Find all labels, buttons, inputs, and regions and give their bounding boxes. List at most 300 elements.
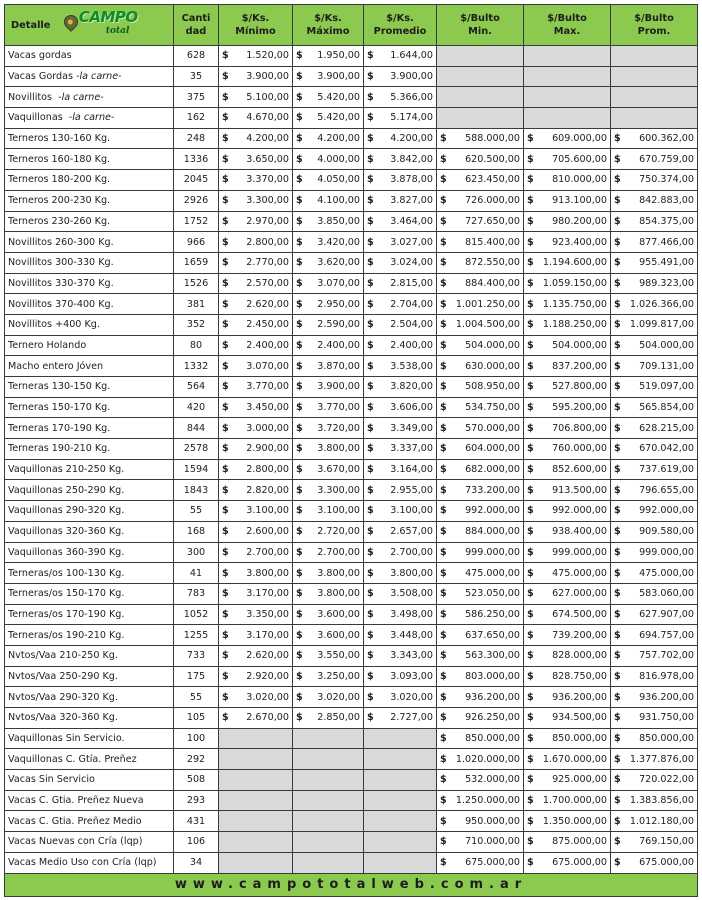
- empty-cell: [293, 832, 364, 853]
- price-head-min: [437, 749, 524, 770]
- currency-symbol: $: [367, 526, 374, 538]
- price-head-avg: [611, 480, 698, 501]
- currency-symbol: $: [367, 505, 374, 517]
- currency-symbol: $: [296, 71, 303, 83]
- price-value: 1.383.856,00: [629, 795, 694, 807]
- currency-symbol: $: [222, 257, 229, 269]
- currency-symbol: $: [440, 464, 447, 476]
- empty-cell: [437, 108, 524, 129]
- price-head-avg: [611, 211, 698, 232]
- price-value: 3.027,00: [390, 236, 433, 248]
- table-row: [5, 770, 698, 791]
- currency-symbol: $: [527, 650, 534, 662]
- currency-symbol: $: [367, 567, 374, 579]
- currency-symbol: $: [614, 650, 621, 662]
- currency-symbol: $: [614, 339, 621, 351]
- currency-symbol: $: [367, 588, 374, 600]
- price-value: 3.606,00: [390, 402, 433, 414]
- price-head-min: [437, 542, 524, 563]
- currency-symbol: $: [222, 422, 229, 434]
- price-value: 706.800,00: [552, 422, 607, 434]
- currency-symbol: $: [367, 650, 374, 662]
- header-text-line: Máximo: [306, 26, 350, 37]
- table-row: [5, 666, 698, 687]
- price-value: 803.000,00: [465, 670, 520, 682]
- price-value: 913.100,00: [552, 195, 607, 207]
- price-kg-avg: [364, 356, 437, 377]
- table-row: [5, 811, 698, 832]
- empty-cell: [437, 46, 524, 67]
- price-head-avg: [611, 542, 698, 563]
- price-kg-avg: [364, 687, 437, 708]
- price-value: 2.620,00: [246, 298, 289, 310]
- price-head-avg: [611, 294, 698, 315]
- price-value: 508.950,00: [465, 381, 520, 393]
- empty-cell: [524, 66, 611, 87]
- currency-symbol: $: [527, 277, 534, 289]
- price-value: 682.000,00: [465, 464, 520, 476]
- price-kg-min: [219, 211, 293, 232]
- price-kg-min: [219, 501, 293, 522]
- table-row: [5, 852, 698, 873]
- quantity: 420: [174, 397, 219, 418]
- category-label: Vacas Medio Uso con Cría (lqp): [8, 857, 157, 869]
- quantity: 628: [174, 46, 219, 67]
- quantity: 35: [174, 66, 219, 87]
- price-kg-max: [293, 232, 364, 253]
- price-head-min: [437, 708, 524, 729]
- price-value: 627.000,00: [552, 588, 607, 600]
- header-text-line: Max.: [553, 26, 581, 37]
- price-head-max: [524, 501, 611, 522]
- price-head-max: [524, 604, 611, 625]
- category-label: Novillitos +400 Kg.: [8, 319, 100, 331]
- currency-symbol: $: [440, 339, 447, 351]
- price-head-max: [524, 335, 611, 356]
- currency-symbol: $: [527, 774, 534, 786]
- category-label: Vacas Gordas: [8, 71, 76, 83]
- price-head-avg: [611, 832, 698, 853]
- price-value: 938.400,00: [552, 526, 607, 538]
- price-kg-avg: [364, 542, 437, 563]
- currency-symbol: $: [367, 360, 374, 372]
- price-value: 3.550,00: [317, 650, 360, 662]
- currency-symbol: $: [296, 91, 303, 103]
- price-head-max: [524, 170, 611, 191]
- currency-symbol: $: [614, 691, 621, 703]
- price-kg-max: [293, 563, 364, 584]
- price-value: 565.854,00: [639, 402, 694, 414]
- price-head-max: [524, 273, 611, 294]
- price-head-avg: [611, 645, 698, 666]
- header-detalle: [5, 5, 174, 46]
- empty-cell: [219, 770, 293, 791]
- price-value: 628.215,00: [639, 422, 694, 434]
- price-head-avg: [611, 666, 698, 687]
- price-value: 2.600,00: [246, 526, 289, 538]
- empty-cell: [364, 852, 437, 873]
- price-kg-max: [293, 128, 364, 149]
- category-label: Ternero Holando: [8, 339, 87, 351]
- currency-symbol: $: [614, 857, 621, 869]
- currency-symbol: $: [367, 339, 374, 351]
- price-kg-max: [293, 46, 364, 67]
- price-value: 2.950,00: [317, 298, 360, 310]
- price-value: 3.170,00: [246, 629, 289, 641]
- price-value: 586.250,00: [465, 608, 520, 620]
- price-value: 926.250,00: [465, 712, 520, 724]
- currency-symbol: $: [527, 298, 534, 310]
- price-value: 630.000,00: [465, 360, 520, 372]
- price-head-avg: [611, 811, 698, 832]
- price-value: 3.650,00: [246, 153, 289, 165]
- quantity: 352: [174, 314, 219, 335]
- currency-symbol: $: [527, 443, 534, 455]
- table-row: [5, 687, 698, 708]
- price-head-min: [437, 501, 524, 522]
- currency-symbol: $: [527, 422, 534, 434]
- price-value: 3.020,00: [246, 691, 289, 703]
- currency-symbol: $: [367, 546, 374, 558]
- currency-symbol: $: [296, 484, 303, 496]
- table-row: [5, 439, 698, 460]
- table-row: [5, 232, 698, 253]
- price-head-min: [437, 645, 524, 666]
- currency-symbol: $: [222, 443, 229, 455]
- currency-symbol: $: [440, 733, 447, 745]
- currency-symbol: $: [296, 174, 303, 186]
- price-value: 850.000,00: [552, 733, 607, 745]
- price-value: 563.300,00: [465, 650, 520, 662]
- currency-symbol: $: [614, 712, 621, 724]
- price-value: 2.670,00: [246, 712, 289, 724]
- currency-symbol: $: [296, 712, 303, 724]
- currency-symbol: $: [527, 257, 534, 269]
- category-name: [5, 273, 174, 294]
- currency-symbol: $: [614, 608, 621, 620]
- price-kg-avg: [364, 439, 437, 460]
- price-value: 2.900,00: [246, 443, 289, 455]
- category-name: [5, 625, 174, 646]
- category-name: [5, 604, 174, 625]
- price-head-max: [524, 625, 611, 646]
- empty-cell: [219, 811, 293, 832]
- empty-cell: [364, 770, 437, 791]
- price-kg-avg: [364, 66, 437, 87]
- currency-symbol: $: [296, 629, 303, 641]
- table-row: [5, 583, 698, 604]
- category-name: [5, 356, 174, 377]
- empty-cell: [524, 87, 611, 108]
- price-value: 534.750,00: [465, 402, 520, 414]
- quantity: 381: [174, 294, 219, 315]
- category-name: [5, 790, 174, 811]
- price-kg-avg: [364, 149, 437, 170]
- table-row: [5, 501, 698, 522]
- price-value: 2.400,00: [317, 339, 360, 351]
- price-kg-avg: [364, 273, 437, 294]
- currency-symbol: $: [222, 505, 229, 517]
- quantity: 175: [174, 666, 219, 687]
- currency-symbol: $: [367, 629, 374, 641]
- price-kg-min: [219, 108, 293, 129]
- price-value: 737.619,00: [639, 464, 694, 476]
- currency-symbol: $: [527, 505, 534, 517]
- currency-symbol: $: [614, 236, 621, 248]
- currency-symbol: $: [440, 215, 447, 227]
- header-detalle-label: Detalle: [11, 20, 51, 31]
- header-text-line: Promedio: [373, 26, 427, 37]
- price-kg-avg: [364, 46, 437, 67]
- currency-symbol: $: [222, 484, 229, 496]
- table-row: [5, 542, 698, 563]
- price-head-min: [437, 314, 524, 335]
- header-text-line: $/Ks.: [386, 13, 414, 24]
- price-value: 4.670,00: [246, 112, 289, 124]
- category-name: [5, 770, 174, 791]
- category-label: Vaquillonas 250-290 Kg.: [8, 484, 125, 496]
- price-value: 1.194.600,00: [542, 257, 607, 269]
- price-kg-avg: [364, 314, 437, 335]
- price-kg-avg: [364, 418, 437, 439]
- price-value: 3.538,00: [390, 360, 433, 372]
- empty-cell: [219, 852, 293, 873]
- price-kg-avg: [364, 211, 437, 232]
- price-kg-avg: [364, 501, 437, 522]
- price-head-min: [437, 790, 524, 811]
- price-head-max: [524, 377, 611, 398]
- currency-symbol: $: [614, 567, 621, 579]
- price-value: 627.907,00: [639, 608, 694, 620]
- header-text-line: $/Bulto: [634, 13, 674, 24]
- price-kg-min: [219, 335, 293, 356]
- currency-symbol: $: [296, 567, 303, 579]
- currency-symbol: $: [527, 174, 534, 186]
- header-text-line: $/Ks.: [314, 13, 342, 24]
- price-kg-max: [293, 439, 364, 460]
- price-value: 1.644,00: [390, 50, 433, 62]
- currency-symbol: $: [614, 133, 621, 145]
- quantity: 508: [174, 770, 219, 791]
- price-value: 2.850,00: [317, 712, 360, 724]
- price-head-max: [524, 852, 611, 873]
- currency-symbol: $: [614, 484, 621, 496]
- price-value: 837.200,00: [552, 360, 607, 372]
- price-value: 3.300,00: [317, 484, 360, 496]
- table-row: [5, 335, 698, 356]
- currency-symbol: $: [296, 236, 303, 248]
- category-name: [5, 749, 174, 770]
- currency-symbol: $: [614, 815, 621, 827]
- currency-symbol: $: [296, 402, 303, 414]
- price-kg-avg: [364, 666, 437, 687]
- price-value: 3.170,00: [246, 588, 289, 600]
- currency-symbol: $: [222, 629, 229, 641]
- currency-symbol: $: [614, 836, 621, 848]
- table-row: [5, 790, 698, 811]
- price-kg-min: [219, 604, 293, 625]
- price-value: 3.093,00: [390, 670, 433, 682]
- price-kg-max: [293, 149, 364, 170]
- price-kg-max: [293, 314, 364, 335]
- price-value: 4.000,00: [317, 153, 360, 165]
- price-value: 1.004.500,00: [455, 319, 520, 331]
- price-value: 5.100,00: [246, 91, 289, 103]
- price-value: 4.200,00: [246, 133, 289, 145]
- price-kg-min: [219, 273, 293, 294]
- empty-cell: [524, 108, 611, 129]
- currency-symbol: $: [440, 650, 447, 662]
- price-head-max: [524, 749, 611, 770]
- currency-symbol: $: [296, 360, 303, 372]
- price-kg-avg: [364, 377, 437, 398]
- currency-symbol: $: [614, 298, 621, 310]
- currency-symbol: $: [222, 71, 229, 83]
- price-head-min: [437, 666, 524, 687]
- header-ks-minimo: [219, 5, 293, 46]
- table-row: [5, 211, 698, 232]
- currency-symbol: $: [367, 277, 374, 289]
- table-body: [5, 46, 698, 874]
- price-kg-min: [219, 294, 293, 315]
- category-name: [5, 852, 174, 873]
- price-kg-max: [293, 397, 364, 418]
- currency-symbol: $: [614, 174, 621, 186]
- price-head-max: [524, 563, 611, 584]
- category-name: [5, 583, 174, 604]
- price-head-max: [524, 252, 611, 273]
- price-value: 815.400,00: [465, 236, 520, 248]
- currency-symbol: $: [440, 608, 447, 620]
- quantity: 431: [174, 811, 219, 832]
- category-label: Vaquillonas 290-320 Kg.: [8, 505, 125, 517]
- price-head-max: [524, 480, 611, 501]
- currency-symbol: $: [527, 133, 534, 145]
- price-value: 675.000,00: [465, 857, 520, 869]
- currency-symbol: $: [367, 133, 374, 145]
- price-head-min: [437, 128, 524, 149]
- table-row: [5, 728, 698, 749]
- quantity: 80: [174, 335, 219, 356]
- currency-symbol: $: [440, 443, 447, 455]
- price-value: 3.250,00: [317, 670, 360, 682]
- currency-symbol: $: [527, 836, 534, 848]
- currency-symbol: $: [527, 339, 534, 351]
- currency-symbol: $: [296, 464, 303, 476]
- currency-symbol: $: [440, 257, 447, 269]
- price-value: 475.000,00: [639, 567, 694, 579]
- price-value: 2.657,00: [390, 526, 433, 538]
- price-value: 3.900,00: [246, 71, 289, 83]
- price-kg-avg: [364, 459, 437, 480]
- empty-cell: [611, 46, 698, 67]
- currency-symbol: $: [527, 608, 534, 620]
- price-value: 3.350,00: [246, 608, 289, 620]
- currency-symbol: $: [296, 608, 303, 620]
- price-value: 475.000,00: [465, 567, 520, 579]
- currency-symbol: $: [614, 360, 621, 372]
- category-label: Vacas C. Gtia. Preñez Medio: [8, 815, 142, 827]
- header-ks-promedio: [364, 5, 437, 46]
- price-value: 595.200,00: [552, 402, 607, 414]
- currency-symbol: $: [222, 567, 229, 579]
- empty-cell: [364, 728, 437, 749]
- currency-symbol: $: [440, 857, 447, 869]
- category-label: Vaquillonas 320-360 Kg.: [8, 526, 125, 538]
- price-kg-avg: [364, 604, 437, 625]
- currency-symbol: $: [296, 505, 303, 517]
- price-head-avg: [611, 397, 698, 418]
- empty-cell: [364, 749, 437, 770]
- empty-cell: [611, 66, 698, 87]
- price-kg-max: [293, 252, 364, 273]
- price-value: 2.700,00: [317, 546, 360, 558]
- currency-symbol: $: [367, 174, 374, 186]
- price-value: 955.491,00: [639, 257, 694, 269]
- price-head-max: [524, 314, 611, 335]
- currency-symbol: $: [614, 733, 621, 745]
- price-value: 3.842,00: [390, 153, 433, 165]
- currency-symbol: $: [367, 298, 374, 310]
- price-table-sheet: [4, 4, 697, 897]
- category-label: Terneras/os 190-210 Kg.: [8, 629, 125, 641]
- table-row: [5, 314, 698, 335]
- quantity: 300: [174, 542, 219, 563]
- price-head-min: [437, 211, 524, 232]
- price-value: 1.001.250,00: [455, 298, 520, 310]
- currency-symbol: $: [367, 712, 374, 724]
- price-kg-avg: [364, 625, 437, 646]
- currency-symbol: $: [440, 402, 447, 414]
- category-label: Terneras 170-190 Kg.: [8, 422, 111, 434]
- category-label: Terneros 130-160 Kg.: [8, 133, 111, 145]
- price-value: 694.757,00: [639, 629, 694, 641]
- price-head-max: [524, 190, 611, 211]
- currency-symbol: $: [614, 195, 621, 207]
- price-value: 504.000,00: [465, 339, 520, 351]
- category-name: [5, 728, 174, 749]
- quantity: 106: [174, 832, 219, 853]
- empty-cell: [219, 832, 293, 853]
- price-value: 2.820,00: [246, 484, 289, 496]
- price-kg-min: [219, 377, 293, 398]
- price-value: 925.000,00: [552, 774, 607, 786]
- price-kg-avg: [364, 232, 437, 253]
- category-label: Terneras 150-170 Kg.: [8, 402, 111, 414]
- currency-symbol: $: [614, 774, 621, 786]
- currency-symbol: $: [440, 815, 447, 827]
- currency-symbol: $: [222, 153, 229, 165]
- currency-symbol: $: [222, 402, 229, 414]
- table-row: [5, 832, 698, 853]
- category-label: Terneros 180-200 Kg.: [8, 174, 111, 186]
- price-value: 670.759,00: [639, 153, 694, 165]
- table-row: [5, 46, 698, 67]
- price-head-avg: [611, 708, 698, 729]
- table-row: [5, 190, 698, 211]
- price-value: 796.655,00: [639, 484, 694, 496]
- empty-cell: [364, 811, 437, 832]
- price-value: 4.200,00: [390, 133, 433, 145]
- price-value: 583.060,00: [639, 588, 694, 600]
- quantity: 55: [174, 687, 219, 708]
- currency-symbol: $: [367, 91, 374, 103]
- price-kg-min: [219, 645, 293, 666]
- price-value: 1.099.817,00: [629, 319, 694, 331]
- currency-symbol: $: [440, 195, 447, 207]
- currency-symbol: $: [222, 464, 229, 476]
- price-head-min: [437, 563, 524, 584]
